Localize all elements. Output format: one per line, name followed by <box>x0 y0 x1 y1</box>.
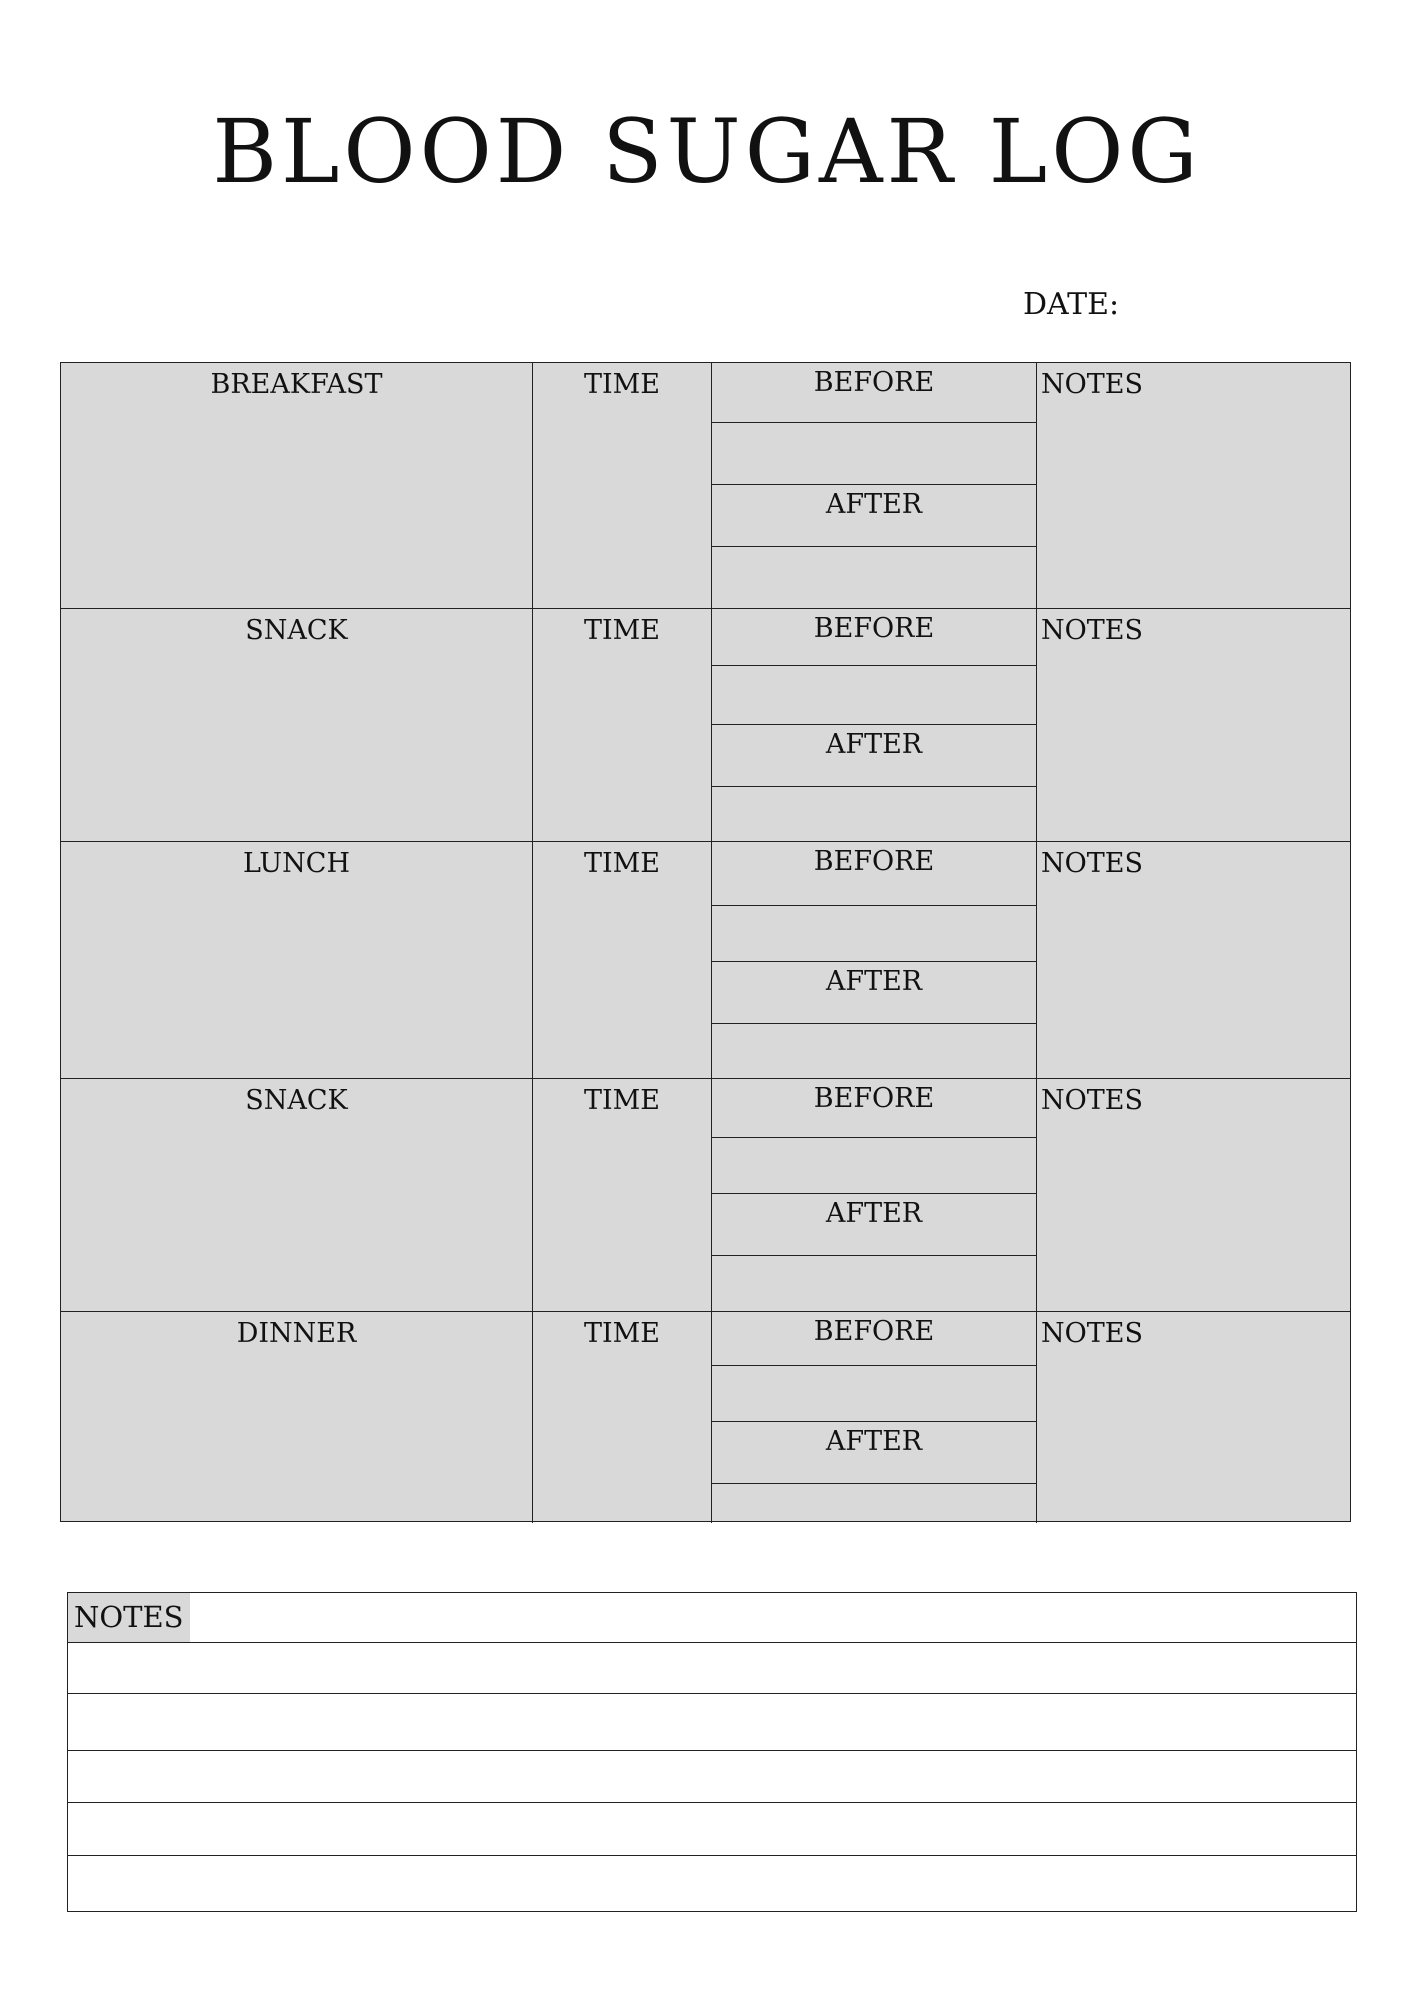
notes-label: NOTES <box>1041 1318 1143 1349</box>
notes-label: NOTES <box>1041 615 1143 646</box>
before-label-cell <box>712 609 1036 666</box>
meal-cell[interactable] <box>61 609 533 841</box>
before-label-cell <box>712 1312 1036 1366</box>
before-label: BEFORE <box>813 846 935 877</box>
time-label: TIME <box>583 848 661 879</box>
time-cell[interactable] <box>533 1079 712 1311</box>
meal-cell[interactable] <box>61 363 533 608</box>
after-label-cell <box>712 725 1036 787</box>
after-label-cell <box>712 962 1036 1024</box>
before-label: BEFORE <box>813 1316 935 1347</box>
notes-line <box>68 1642 1356 1643</box>
notes-cell[interactable] <box>1037 1079 1350 1311</box>
notes-label: NOTES <box>1041 369 1143 400</box>
reading-cell <box>712 363 1037 608</box>
meal-label: BREAKFAST <box>210 369 383 400</box>
time-cell[interactable] <box>533 363 712 608</box>
general-notes-box[interactable] <box>67 1592 1357 1912</box>
time-label: TIME <box>583 615 661 646</box>
notes-line <box>68 1802 1356 1803</box>
meal-label: SNACK <box>245 615 348 646</box>
notes-line <box>68 1855 1356 1856</box>
meal-cell[interactable] <box>61 1079 533 1311</box>
notes-cell[interactable] <box>1037 609 1350 841</box>
meal-row-snack <box>61 608 1350 841</box>
after-label: AFTER <box>825 489 923 520</box>
after-label: AFTER <box>825 1426 923 1457</box>
before-label: BEFORE <box>813 1083 935 1114</box>
before-value-field[interactable] <box>712 906 1036 962</box>
reading-cell <box>712 1312 1037 1523</box>
notes-line <box>68 1693 1356 1694</box>
after-label-cell <box>712 1194 1036 1256</box>
reading-cell <box>712 842 1037 1078</box>
before-value-field[interactable] <box>712 423 1036 485</box>
after-label: AFTER <box>825 1198 923 1229</box>
notes-label: NOTES <box>1041 848 1143 879</box>
meal-label: SNACK <box>245 1085 348 1116</box>
notes-label: NOTES <box>1041 1085 1143 1116</box>
notes-cell[interactable] <box>1037 842 1350 1078</box>
after-label-cell <box>712 485 1036 547</box>
meal-row-lunch <box>61 841 1350 1078</box>
after-label: AFTER <box>825 966 923 997</box>
meal-label: DINNER <box>236 1318 357 1349</box>
meal-label: LUNCH <box>242 848 351 879</box>
before-label-cell <box>712 1079 1036 1138</box>
reading-cell <box>712 1079 1037 1311</box>
notes-line <box>68 1750 1356 1751</box>
time-cell[interactable] <box>533 609 712 841</box>
meal-cell[interactable] <box>61 842 533 1078</box>
time-label: TIME <box>583 1085 661 1116</box>
blood-sugar-table <box>60 362 1351 1522</box>
meal-row-snack <box>61 1078 1350 1311</box>
before-label-cell <box>712 842 1036 906</box>
after-label: AFTER <box>825 729 923 760</box>
notes-cell[interactable] <box>1037 1312 1350 1523</box>
general-notes-label: NOTES <box>68 1593 190 1642</box>
time-cell[interactable] <box>533 1312 712 1523</box>
page-title: BLOOD SUGAR LOG <box>212 100 1202 203</box>
reading-cell <box>712 609 1037 841</box>
before-value-field[interactable] <box>712 666 1036 725</box>
before-label-cell <box>712 363 1036 423</box>
time-label: TIME <box>583 369 661 400</box>
time-cell[interactable] <box>533 842 712 1078</box>
meal-row-dinner <box>61 1311 1350 1523</box>
before-label: BEFORE <box>813 613 935 644</box>
before-value-field[interactable] <box>712 1366 1036 1422</box>
meal-row-breakfast <box>61 363 1350 608</box>
before-label: BEFORE <box>813 367 935 398</box>
meal-cell[interactable] <box>61 1312 533 1523</box>
before-value-field[interactable] <box>712 1138 1036 1194</box>
date-label: DATE: <box>1023 287 1120 322</box>
after-label-cell <box>712 1422 1036 1484</box>
notes-cell[interactable] <box>1037 363 1350 608</box>
time-label: TIME <box>583 1318 661 1349</box>
